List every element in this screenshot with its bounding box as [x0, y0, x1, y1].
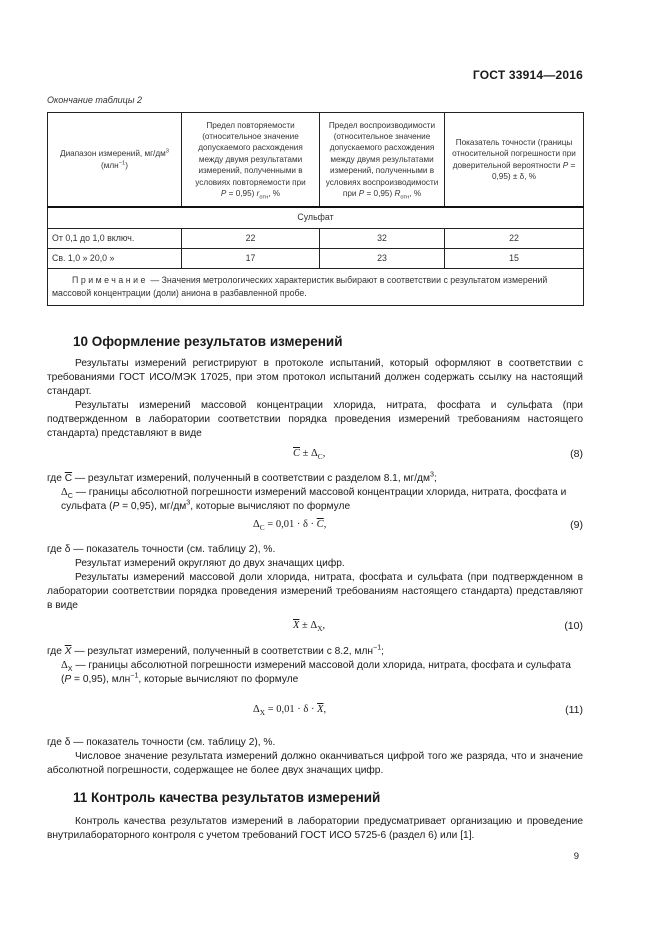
table-note	[48, 269, 584, 306]
cell-reproducibility: 32	[320, 229, 445, 249]
formula-11-number: (11)	[565, 704, 583, 716]
section-10-paragraph-4: Результаты измерений массовой доли хлорида, нитрата, фосфата и сульфата (при подтвержденном в лаборатории соответствии порядка проведения измерений требованиям настоящего стандарта) представляют в виде	[47, 572, 583, 611]
standard-designation: ГОСТ 33914—2016	[472, 68, 583, 82]
formula-10-number: (10)	[564, 620, 583, 632]
cell-range: Св. 1,0 » 20,0 »	[48, 249, 182, 269]
section-10-paragraph-2: Результаты измерений массовой концентрации хлорида, нитрата, фосфата и сульфата (при подтвержденном в лаборатории соответствии порядка проведения измерений требованиям настоящего стандарта) представляют в виде	[47, 400, 583, 439]
section-11-title: 11 Контроль качества результатов измерений	[73, 790, 381, 805]
formula-8: $\overline{C} \pm \Delta_C$,	[293, 448, 326, 462]
section-10-paragraph-1: Результаты измерений регистрируют в протоколе испытаний, который оформляют в соответствии с требованиями ГОСТ ИСО/МЭК 17025, при этом протокол испытаний должен содержать ссылку на настоящий стандарт.	[47, 358, 583, 397]
section-11-paragraph-1: Контроль качества результатов измерений в лаборатории предусматривает организацию и проведение внутрилабораторного контроля с учетом требований ГОСТ ИСО 5725-6 (раздел 6) или [1].	[47, 816, 583, 841]
cell-reproducibility: 23	[320, 249, 445, 269]
cell-range: От 0,1 до 1,0 включ.	[48, 229, 182, 249]
section-10-title: 10 Оформление результатов измерений	[73, 334, 343, 349]
formula-11: $\Delta_X = 0,01 \cdot \delta \cdot \overline{X}$,	[253, 704, 327, 718]
group-label: Сульфат	[48, 207, 584, 229]
where-10-delta: $\Delta_X$ — границы абсолютной погрешности измерений массовой доли хлорида, нитрата, фосфата и сульфата (P = 0,95), млн$^{-1}$, которые вычисляют по формуле	[61, 660, 571, 685]
table-note-row	[48, 269, 584, 306]
table-row	[48, 229, 584, 249]
where-9-delta: где δ — показатель точности (см. таблицу 2), %.	[47, 544, 276, 555]
cell-accuracy: 15	[445, 249, 584, 269]
col-header-accuracy: Показатель точности (границы относительной погрешности при доверительной вероятности P = 0,95) ± δ, %	[445, 113, 584, 208]
formula-9: $\Delta_C = 0,01 \cdot \delta \cdot \overline{C}$,	[253, 519, 327, 533]
cell-accuracy: 22	[445, 229, 584, 249]
table-caption: Окончание таблицы 2	[47, 95, 142, 105]
table-header-row	[48, 113, 584, 208]
col-header-reproducibility: Предел воспроизводимости (относительное значение допускаемого расхождения между двумя результатами измерений, полученными в условиях воспроизводимости при P = 0,95) $R_{отн}$, %	[320, 113, 445, 208]
where-8-c: где $\overline{C}$ — результат измерений, полученный в соответствии с разделом 8.1, $мг/дм^3$;	[47, 470, 437, 484]
cell-repeatability: 22	[182, 229, 320, 249]
formula-9-number: (9)	[570, 519, 583, 531]
note-text: — Значения метрологических характеристик выбирают в соответствии с результатом измерений массовой концентрации (доли) аниона в разбавленной пробе.	[52, 275, 548, 298]
metrology-table	[47, 112, 584, 306]
cell-repeatability: 17	[182, 249, 320, 269]
page-number: 9	[573, 851, 579, 862]
where-10-x: где $\overline{X}$ — результат измерений, полученный в соответствии с 8.2, млн$^{-1}$;	[47, 643, 384, 657]
section-10-paragraph-3: Результат измерений округляют до двух значащих цифр.	[75, 558, 345, 569]
where-11-delta: где δ — показатель точности (см. таблицу 2), %.	[47, 737, 276, 748]
section-10-paragraph-5: Числовое значение результата измерений должно оканчиваться цифрой того же разряда, что и значение абсолютной погрешности, содержащее не более двух значащих цифр.	[47, 751, 583, 776]
formula-10: $\overline{X} \pm \Delta_X$,	[293, 620, 326, 634]
col-header-repeatability: Предел повторяемости (относительное значение допускаемого расхождения между двумя результатами измерений, полученными в условиях повторяемости при P = 0,95) $r_{отн}$, %	[182, 113, 320, 208]
where-8-delta: $\Delta_C$ — границы абсолютной погрешности измерений массовой концентрации хлорида, нитрата, фосфата и сульфата (P = 0,95), $мг/дм^3$, которые вычисляют по формуле	[61, 487, 567, 512]
col-header-range: Диапазон измерений, $мг/дм^3$ (млн$^{-1}$)	[48, 113, 182, 208]
formula-8-number: (8)	[570, 448, 583, 460]
table-group-row	[48, 207, 584, 229]
note-label: Примечание	[72, 275, 148, 285]
table-row	[48, 249, 584, 269]
